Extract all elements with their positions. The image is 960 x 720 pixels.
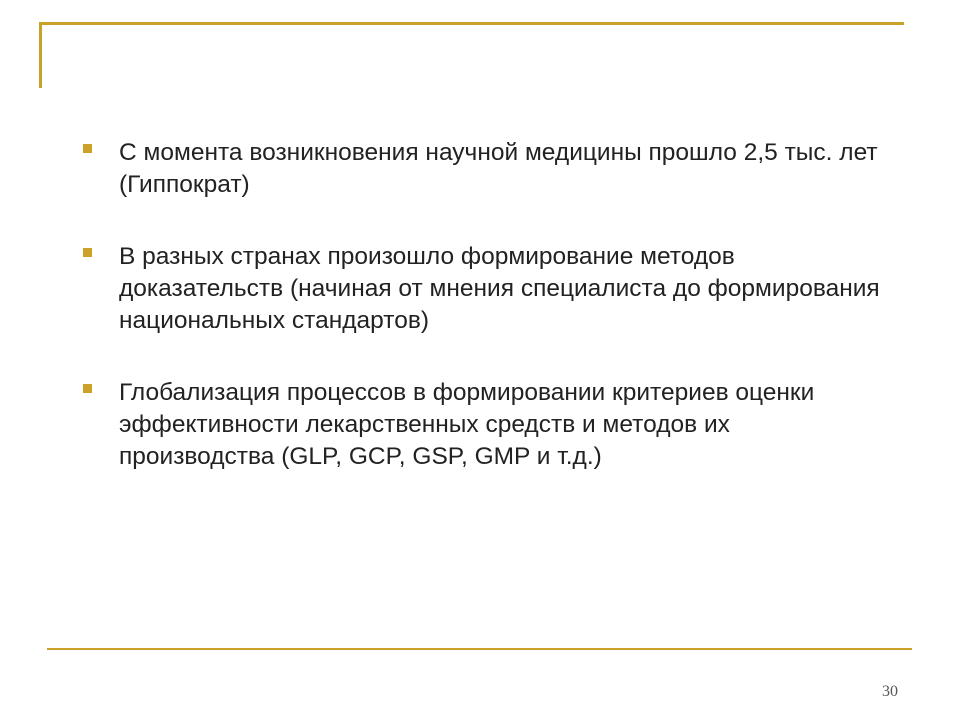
frame-top-line: [39, 22, 904, 25]
list-item: [82, 241, 882, 337]
square-bullet-icon: [83, 384, 92, 393]
list-item: [82, 377, 882, 473]
bullet-text: В разных странах произошло формирование методов доказательств (начиная от мнения специалиста до формирования национальных стандартов): [119, 243, 880, 334]
frame-left-line: [39, 22, 42, 88]
page-number: 30: [882, 683, 898, 700]
bullet-text: Глобализация процессов в формировании критериев оценки эффективности лекарственных средств и методов их производства (GLP, GCP, GSP, GMP и т.д.): [119, 379, 815, 470]
list-item: [82, 137, 882, 201]
bullet-text: С момента возникновения научной медицины прошло 2,5 тыс. лет (Гиппократ): [119, 139, 878, 198]
square-bullet-icon: [83, 248, 92, 257]
square-bullet-icon: [83, 144, 92, 153]
frame-bottom-line: [47, 648, 912, 650]
bullet-list: [82, 137, 882, 473]
